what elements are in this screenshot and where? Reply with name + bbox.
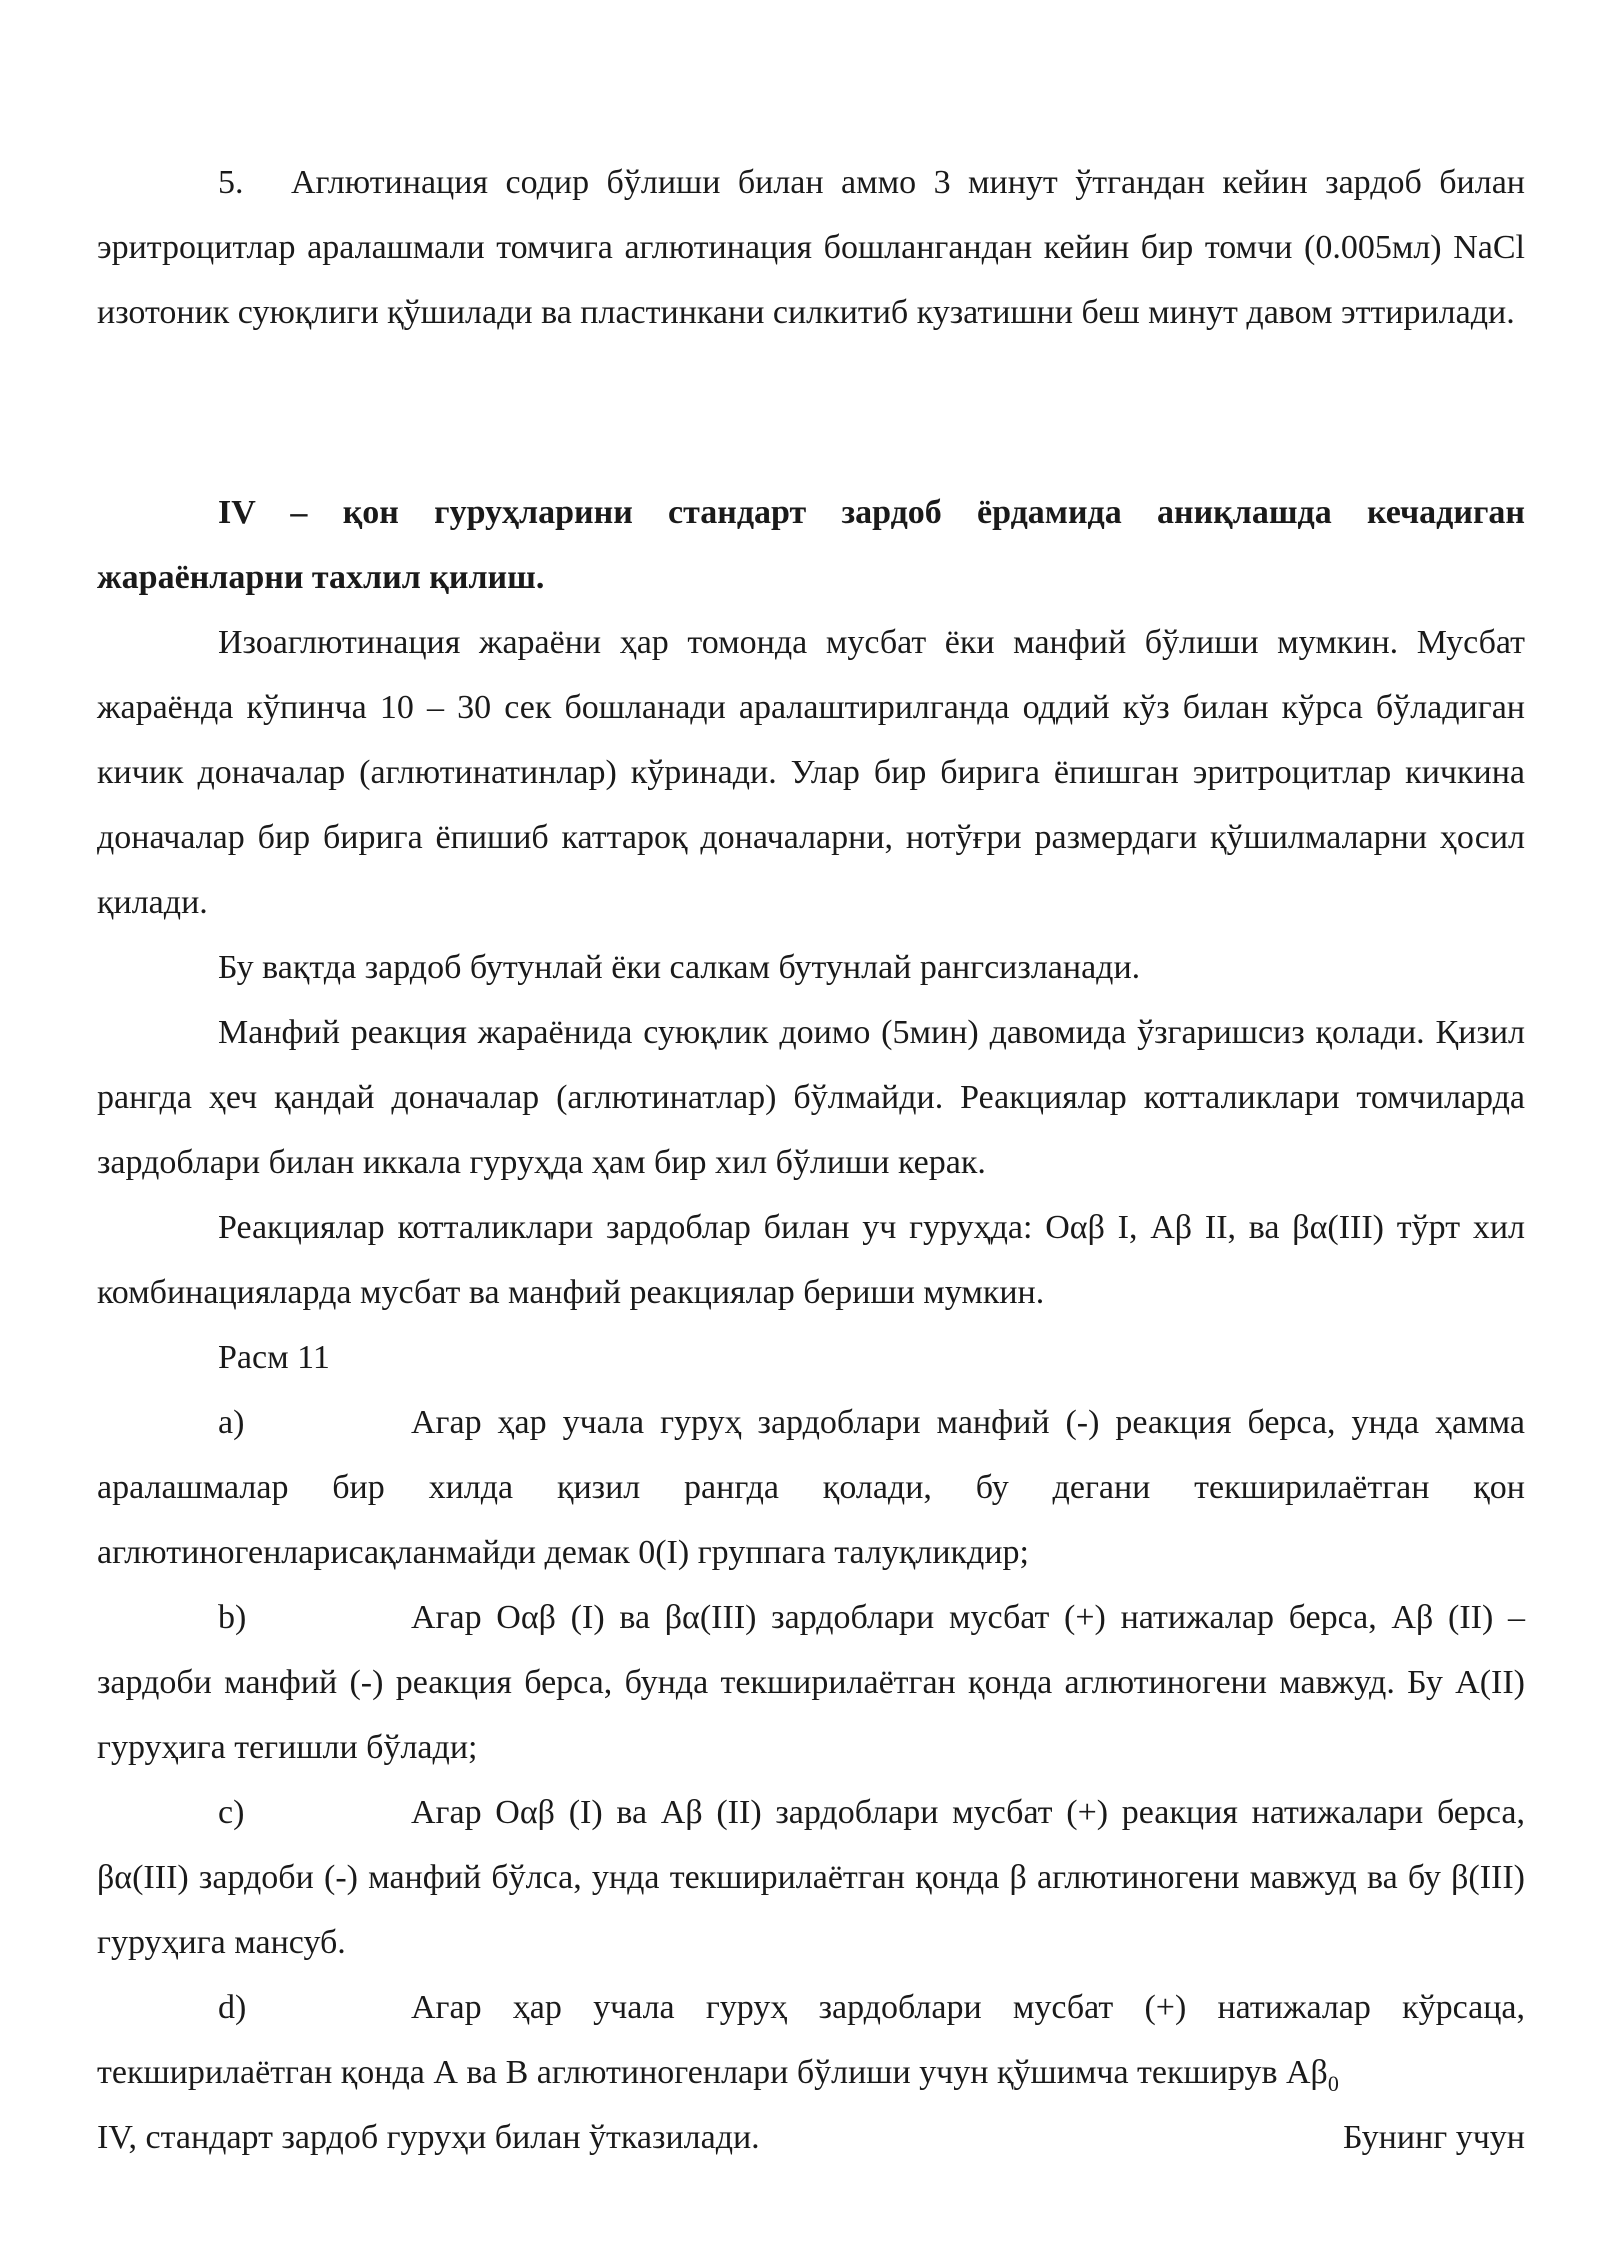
section-gap: [97, 345, 1525, 480]
list-item-a: [97, 1390, 1525, 1585]
list-item-text: Агар ҳар учала гуруҳ зардоблари манфий (-) реакция берса, унда ҳамма аралашмалар бир хилда қизил рангда қолади, бу дегани текширилаётган қон аглютиногенларисақланмайди демак 0(I) группага талуқликдир;: [97, 1404, 1525, 1571]
section-heading: IV – қон гуруҳларини стандарт зардоб ёрдамида аниқлашда кечадиган жараёнларни тахлил қилиш.: [97, 494, 1525, 596]
list-marker: a): [218, 1404, 245, 1441]
paragraph-combinations: Реакциялар котталиклари зардоблар билан уч гуруҳда: Оαβ I, Аβ II, ва βα(III) тўрт хил комбинацияларда мусбат ва манфий реакциялар бериши мумкин.: [97, 1209, 1525, 1311]
paragraph-number: 5.: [218, 164, 244, 201]
list-item-text: Агар Оαβ (I) ва Аβ (II) зардоблари мусбат (+) реакция натижалари берса, βα(III) зардоби (-) манфий бўлса, унда текширилаётган қонда β аглютиногени мавжуд ва бу β(III) гуруҳига мансуб.: [97, 1794, 1525, 1961]
list-marker: c): [218, 1794, 245, 1831]
paragraph-negative-reaction: Манфий реакция жараёнида суюқлик доимо (5мин) давомида ўзгаришсиз қолади. Қизил рангда ҳеч қандай доначалар (аглютинатлар) бўлмайди. Реакциялар котталиклари томчиларда зардоблари билан иккала гуруҳда ҳам бир хил бўлиши керак.: [97, 1014, 1525, 1181]
list-item-c: [97, 1780, 1525, 1975]
list-item-text: Агар Оαβ (I) ва βα(III) зардоблари мусбат (+) натижалар берса, Аβ (II) – зардоби манфий (-) реакция берса, бунда текширилаётган қонда аглютиногени мавжуд. Бу А(II) гуруҳига тегишли бўлади;: [97, 1599, 1525, 1766]
document-page: [97, 150, 1525, 2170]
figure-reference: Расм 11: [218, 1339, 330, 1376]
list-item-text: Агар ҳар учала гуруҳ зардоблари мусбат (+) натижалар кўрсаца, текширилаётган қонда А ва В аглютиногенлари бўлиши учун қўшимча текширув Аβ: [97, 1989, 1525, 2091]
continuation-text: Бунинг учун: [1342, 2119, 1525, 2156]
list-marker: b): [218, 1599, 247, 1636]
list-item-b: [97, 1585, 1525, 1780]
paragraph-serum-color: Бу вақтда зардоб бутунлай ёки салкам бутунлай рангсизланади.: [218, 949, 1141, 986]
subscript-zero: 0: [1327, 2070, 1339, 2096]
paragraph-isoagglutination: Изоаглютинация жараёни ҳар томонда мусбат ёки манфий бўлиши мумкин. Мусбат жараёнда кўпинча 10 – 30 сек бошланади аралаштирилганда оддий кўз билан кўрса бўладиган кичик доначалар (аглютинатинлар) кўринади. Улар бир бирига ёпишган эритроцитлар кичкина доначалар бир бирига ёпишиб каттароқ доначаларни, нотўғри размердаги қўшилмаларни ҳосил қилади.: [97, 624, 1525, 921]
list-item-d: [97, 1975, 1525, 2105]
list-item-d-last-line: [97, 2105, 1525, 2170]
paragraph-5: [97, 150, 1525, 345]
paragraph-5-text: Аглютинация содир бўлиши билан аммо 3 минут ўтгандан кейин зардоб билан эритроцитлар аралашмали томчига аглютинация бошлангандан кейин бир томчи (0.005мл) NaCl изотоник суюқлиги қўшилади ва пластинкани силкитиб кузатишни беш минут давом эттирилади.: [97, 164, 1525, 331]
list-item-d-tail: IV, стандарт зардоб гуруҳи билан ўтказилади.: [97, 2119, 760, 2156]
list-marker: d): [218, 1989, 247, 2026]
